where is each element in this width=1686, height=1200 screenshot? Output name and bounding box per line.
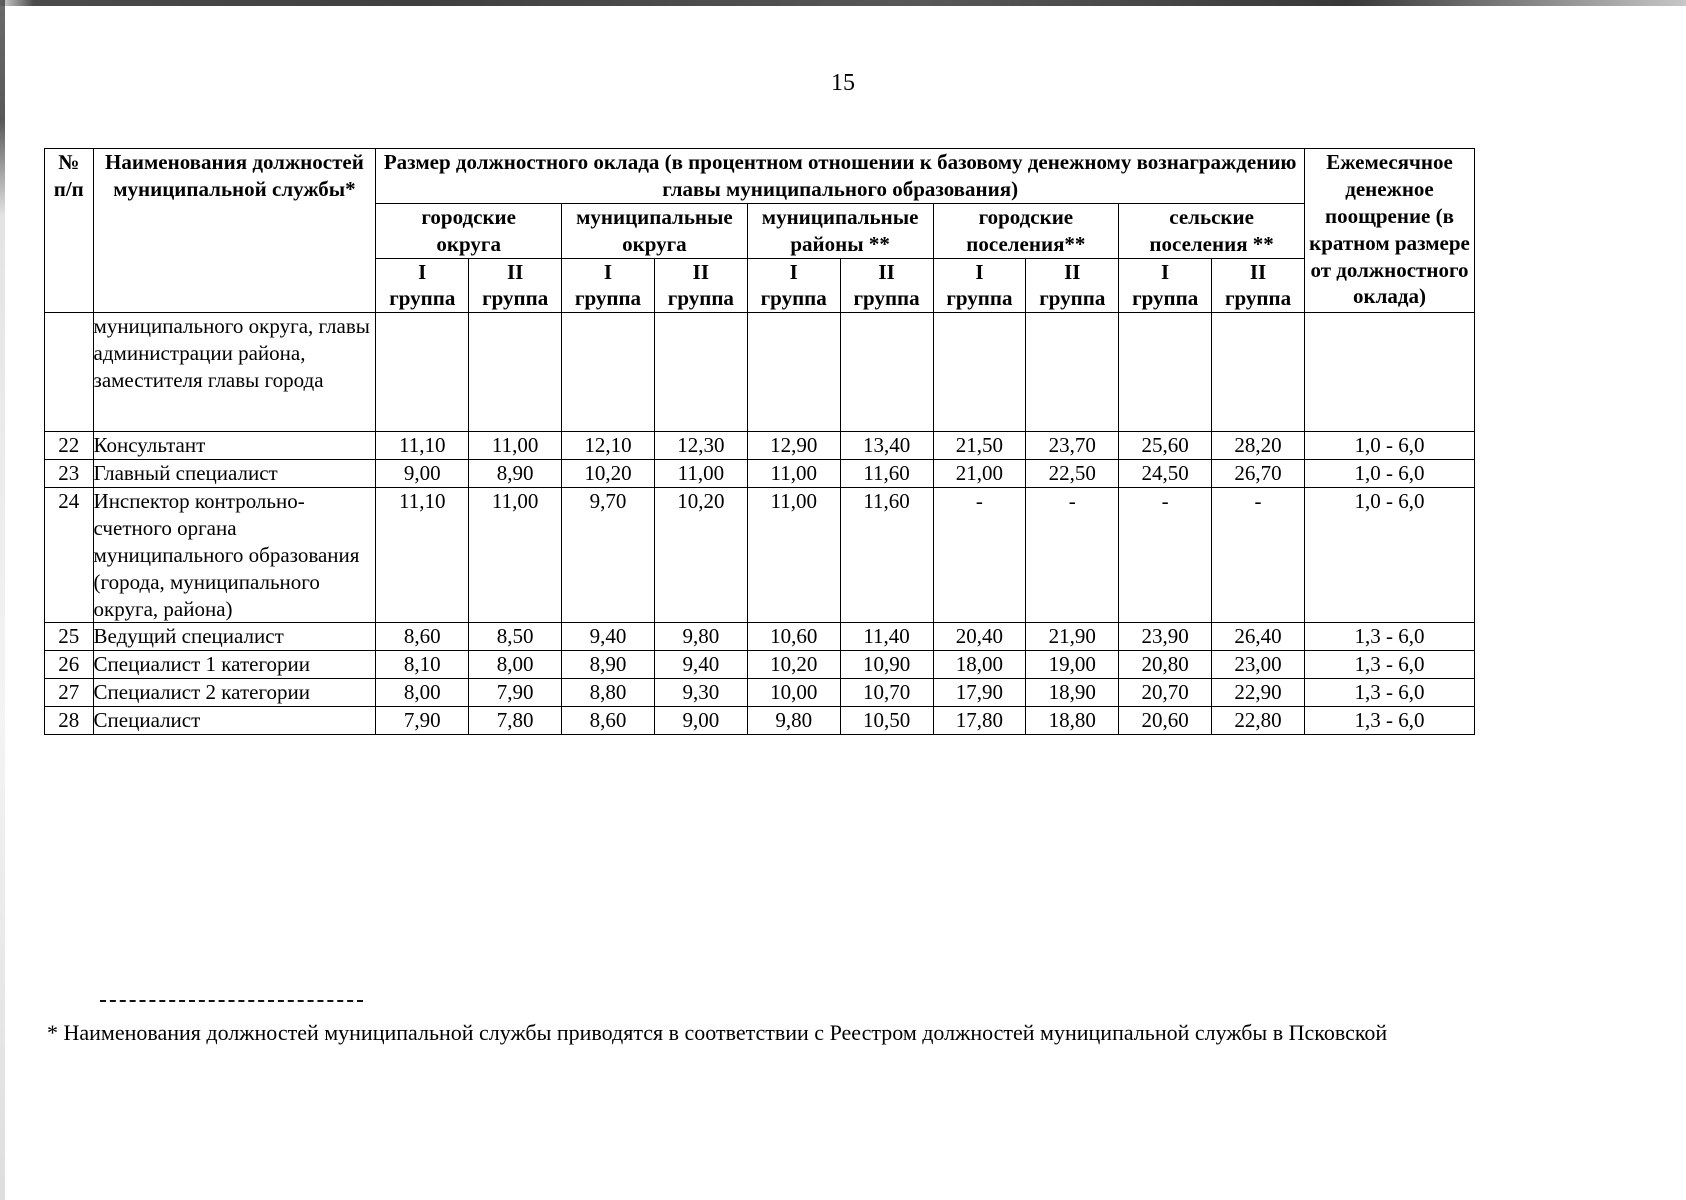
row-bonus: 1,3 - 6,0 <box>1304 679 1474 707</box>
header-subcell-group-1 <box>376 258 469 313</box>
row-value: 11,60 <box>840 460 933 488</box>
table-header-row-1 <box>45 149 1475 204</box>
row-value: 11,40 <box>840 623 933 651</box>
row-value: - <box>1026 488 1119 623</box>
header-subcell-group-5 <box>747 258 840 313</box>
header-group-rural-settlements-line2: поселения ** <box>1149 231 1274 256</box>
row-value: 10,50 <box>840 707 933 735</box>
row-value: 10,20 <box>747 651 840 679</box>
row-value: 11,00 <box>747 460 840 488</box>
header-subcell-group-9-label: группа <box>1132 286 1199 311</box>
row-value: 22,80 <box>1212 707 1305 735</box>
row-position-name: Инспектор контрольно-счетного органа муниципального образования (города, муниципального округа, района) <box>93 488 376 623</box>
row-position-name: Специалист 1 категории <box>93 651 376 679</box>
header-subcell-group-8 <box>1026 258 1119 313</box>
row-value: 21,50 <box>933 432 1026 460</box>
header-group-municipal-regions-line1: муниципальные <box>761 204 919 229</box>
row-value: 8,90 <box>469 460 562 488</box>
page-number: 15 <box>831 70 855 96</box>
row-number: 25 <box>45 623 94 651</box>
row-value: 20,70 <box>1119 679 1212 707</box>
row-value: 10,60 <box>747 623 840 651</box>
row-bonus: 1,0 - 6,0 <box>1304 488 1474 623</box>
row-value <box>840 313 933 432</box>
row-value: 10,20 <box>654 488 747 623</box>
row-value: 10,90 <box>840 651 933 679</box>
header-subcell-group-6-roman: II <box>878 259 895 284</box>
header-group-municipal-districts-line1: муниципальные <box>576 204 733 229</box>
salary-table <box>44 148 1475 735</box>
row-value <box>933 313 1026 432</box>
row-value: 28,20 <box>1212 432 1305 460</box>
row-value: 7,90 <box>376 707 469 735</box>
row-value: 8,10 <box>376 651 469 679</box>
header-cell-salary-block: Размер должностного оклада (в процентном отношении к базовому денежному вознаграждению главы муниципального образования) <box>376 149 1305 204</box>
footnote-text: * Наименования должностей муниципальной службы приводятся в соответствии с Реестром должностей муниципальной службы в Псковской <box>47 1020 1388 1045</box>
header-group-urban-settlements-line2: поселения** <box>966 231 1086 256</box>
row-value: 18,80 <box>1026 707 1119 735</box>
table-body <box>45 313 1475 735</box>
row-value: - <box>933 488 1026 623</box>
header-group-municipal-districts <box>562 203 748 258</box>
header-cell-position-name: Наименования должностей муниципальной службы* <box>93 149 376 313</box>
row-value: 8,60 <box>562 707 655 735</box>
row-value: 12,10 <box>562 432 655 460</box>
row-value: 11,10 <box>376 488 469 623</box>
table-row <box>45 460 1475 488</box>
row-number: 26 <box>45 651 94 679</box>
header-number-line1: № <box>58 150 80 174</box>
row-value <box>376 313 469 432</box>
header-subcell-group-4-roman: II <box>692 259 710 284</box>
row-value: 12,90 <box>747 432 840 460</box>
row-position-name: Специалист <box>93 707 376 735</box>
header-subcell-group-3 <box>562 258 655 313</box>
row-value: 9,00 <box>376 460 469 488</box>
row-value: 9,30 <box>654 679 747 707</box>
row-value: 10,00 <box>747 679 840 707</box>
row-value: 19,00 <box>1026 651 1119 679</box>
row-position-name: муниципального округа, главы администрации района, заместителя главы города <box>93 313 376 432</box>
row-value <box>562 313 655 432</box>
table-row <box>45 707 1475 735</box>
row-value: 17,80 <box>933 707 1026 735</box>
scan-edge-left <box>0 0 5 1200</box>
row-value: 7,90 <box>469 679 562 707</box>
header-subcell-group-4 <box>654 258 747 313</box>
row-value: 8,80 <box>562 679 655 707</box>
row-value: 11,60 <box>840 488 933 623</box>
row-value: 11,00 <box>469 488 562 623</box>
row-bonus: 1,3 - 6,0 <box>1304 623 1474 651</box>
row-number: 22 <box>45 432 94 460</box>
header-subcell-group-7-roman: I <box>975 259 984 284</box>
header-subcell-group-5-roman: I <box>789 259 798 284</box>
scan-edge-top <box>0 0 1686 6</box>
header-subcell-group-1-label: группа <box>389 286 456 311</box>
header-subcell-group-10-label: группа <box>1224 286 1292 311</box>
row-value <box>1026 313 1119 432</box>
header-subcell-group-9 <box>1119 258 1212 313</box>
row-bonus: 1,0 - 6,0 <box>1304 460 1474 488</box>
header-subcell-group-1-roman: I <box>418 259 427 284</box>
row-position-name: Ведущий специалист <box>93 623 376 651</box>
header-subcell-group-3-label: группа <box>574 286 642 311</box>
row-value: 7,80 <box>469 707 562 735</box>
header-group-urban-districts-line1: городские <box>421 204 516 229</box>
row-value: 23,00 <box>1212 651 1305 679</box>
row-value: 26,70 <box>1212 460 1305 488</box>
header-subcell-group-7 <box>933 258 1026 313</box>
salary-table-container <box>44 148 1475 735</box>
header-subcell-group-2 <box>469 258 562 313</box>
row-value: 22,90 <box>1212 679 1305 707</box>
row-value: 8,00 <box>376 679 469 707</box>
header-subcell-group-6 <box>840 258 933 313</box>
header-group-rural-settlements <box>1119 203 1305 258</box>
row-value: 9,80 <box>747 707 840 735</box>
row-value: 23,90 <box>1119 623 1212 651</box>
header-subcell-group-2-roman: II <box>506 259 524 284</box>
row-value: 9,70 <box>562 488 655 623</box>
row-number: 27 <box>45 679 94 707</box>
header-group-urban-settlements <box>933 203 1119 258</box>
row-bonus <box>1304 313 1474 432</box>
table-row <box>45 488 1475 623</box>
header-group-urban-settlements-line1: городские <box>978 204 1074 229</box>
row-number: 24 <box>45 488 94 623</box>
row-value: 10,20 <box>562 460 655 488</box>
row-number <box>45 313 94 432</box>
row-number: 23 <box>45 460 94 488</box>
row-value: 20,80 <box>1119 651 1212 679</box>
row-value: 11,00 <box>469 432 562 460</box>
row-value: 18,00 <box>933 651 1026 679</box>
row-value: 18,90 <box>1026 679 1119 707</box>
table-row <box>45 651 1475 679</box>
header-subcell-group-6-label: группа <box>853 286 920 311</box>
header-group-urban-districts <box>376 203 562 258</box>
header-group-municipal-regions <box>747 203 933 258</box>
row-value: 21,90 <box>1026 623 1119 651</box>
footnote-separator <box>100 1000 363 1002</box>
table-row <box>45 313 1475 432</box>
row-value: 10,70 <box>840 679 933 707</box>
header-subcell-group-8-roman: II <box>1064 259 1081 284</box>
row-value: 8,50 <box>469 623 562 651</box>
row-value: 20,60 <box>1119 707 1212 735</box>
header-subcell-group-9-roman: I <box>1161 259 1170 284</box>
row-value: 9,80 <box>654 623 747 651</box>
row-value: 21,00 <box>933 460 1026 488</box>
row-value <box>654 313 747 432</box>
row-value: 25,60 <box>1119 432 1212 460</box>
header-cell-number <box>45 149 94 313</box>
header-subcell-group-10-roman: II <box>1249 259 1267 284</box>
row-value: 11,00 <box>747 488 840 623</box>
row-value: - <box>1212 488 1305 623</box>
row-value: 12,30 <box>654 432 747 460</box>
header-cell-monthly-bonus: Ежемесячное денежное поощрение (в кратном размере от должностного оклада) <box>1304 149 1474 313</box>
header-group-municipal-regions-line2: районы ** <box>790 231 890 256</box>
row-value: 9,40 <box>562 623 655 651</box>
row-value <box>469 313 562 432</box>
row-value: 9,40 <box>654 651 747 679</box>
row-value: - <box>1119 488 1212 623</box>
row-bonus: 1,3 - 6,0 <box>1304 651 1474 679</box>
table-row <box>45 623 1475 651</box>
header-subcell-group-4-label: группа <box>667 286 734 311</box>
row-value: 22,50 <box>1026 460 1119 488</box>
row-value: 13,40 <box>840 432 933 460</box>
row-position-name: Консультант <box>93 432 376 460</box>
row-value <box>747 313 840 432</box>
row-value: 8,60 <box>376 623 469 651</box>
row-value: 26,40 <box>1212 623 1305 651</box>
table-row <box>45 679 1475 707</box>
row-value: 8,00 <box>469 651 562 679</box>
row-value: 11,10 <box>376 432 469 460</box>
row-number: 28 <box>45 707 94 735</box>
header-subcell-group-10 <box>1212 258 1305 313</box>
header-subcell-group-8-label: группа <box>1039 286 1106 311</box>
row-value: 20,40 <box>933 623 1026 651</box>
header-subcell-group-2-label: группа <box>482 286 549 311</box>
row-bonus: 1,3 - 6,0 <box>1304 707 1474 735</box>
header-group-rural-settlements-line1: сельские <box>1169 204 1254 229</box>
header-subcell-group-5-label: группа <box>760 286 827 311</box>
row-value: 9,00 <box>654 707 747 735</box>
row-value <box>1212 313 1305 432</box>
row-bonus: 1,0 - 6,0 <box>1304 432 1474 460</box>
row-value: 17,90 <box>933 679 1026 707</box>
row-position-name: Главный специалист <box>93 460 376 488</box>
table-head <box>45 149 1475 313</box>
row-value: 8,90 <box>562 651 655 679</box>
header-subcell-group-3-roman: I <box>603 259 613 284</box>
header-subcell-group-7-label: группа <box>946 286 1013 311</box>
header-group-urban-districts-line2: округа <box>436 231 501 256</box>
header-group-municipal-districts-line2: округа <box>622 231 687 256</box>
row-position-name: Специалист 2 категории <box>93 679 376 707</box>
row-value <box>1119 313 1212 432</box>
table-row <box>45 432 1475 460</box>
header-number-line2: п/п <box>53 176 84 201</box>
row-value: 23,70 <box>1026 432 1119 460</box>
row-value: 11,00 <box>654 460 747 488</box>
row-value: 24,50 <box>1119 460 1212 488</box>
